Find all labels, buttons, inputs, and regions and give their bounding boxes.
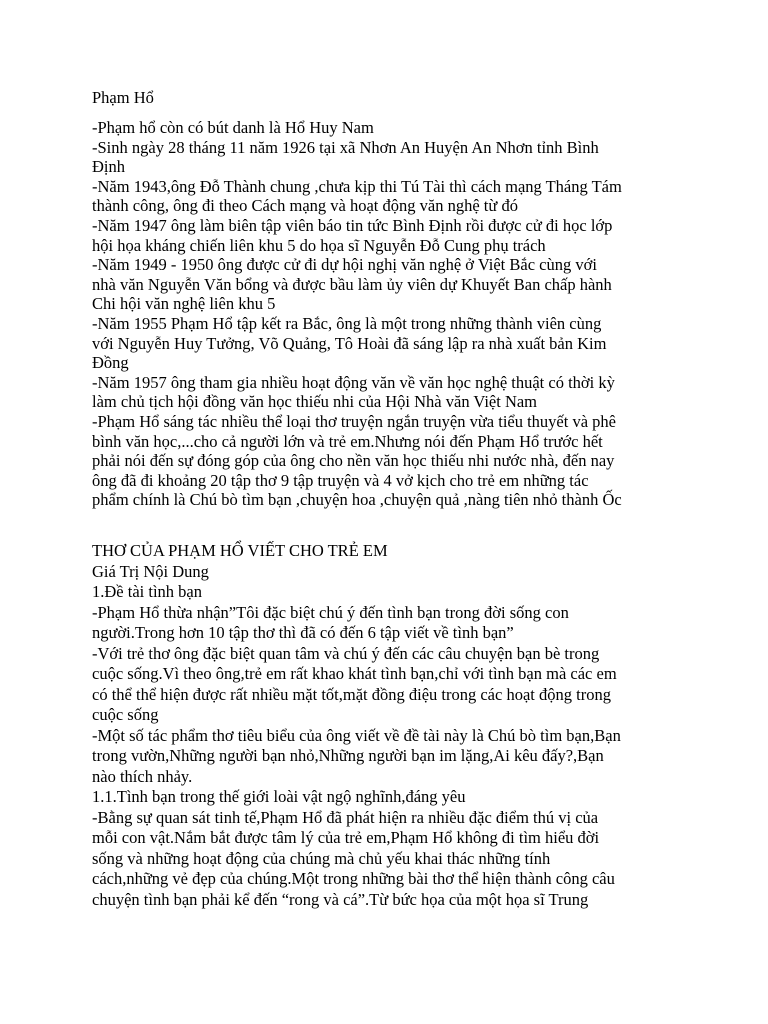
text-line: Chi hội văn nghệ liên khu 5	[92, 294, 276, 314]
text-line: cuộc sống	[92, 705, 159, 724]
text-line: bình văn học,...cho cả người lớn và trẻ em.Nhưng nói đến Phạm Hổ trước hết	[92, 431, 603, 451]
bio-paragraph	[92, 138, 692, 177]
text-line: ông đã đi khoảng 20 tập thơ 9 tập truyện và 4 vở kịch cho trẻ em những tác	[92, 470, 589, 490]
subsection-heading	[92, 562, 692, 583]
text-line: sống và những hoạt động của chúng mà chủ yếu khai thác những tính	[92, 848, 551, 868]
text-line: với Nguyễn Huy Tưởng, Võ Quảng, Tô Hoài đã sáng lập ra nhà xuất bản Kim	[92, 333, 607, 353]
text-line: Định	[92, 157, 125, 177]
text-line: -Năm 1943,ông Đỗ Thành chung ,chưa kịp thi Tú Tài thì cách mạng Tháng Tám	[92, 176, 622, 196]
text-line: -Năm 1957 ông tham gia nhiều hoạt động văn về văn học nghệ thuật có thời kỳ	[92, 372, 615, 392]
text-line: -Năm 1947 ông làm biên tập viên báo tin tức Bình Định rồi được cử đi học lớp	[92, 215, 613, 235]
poetry-paragraph	[92, 726, 692, 788]
text-line: THƠ CỦA PHẠM HỔ VIẾT CHO TRẺ EM	[92, 541, 388, 560]
text-line: cách,những vẻ đẹp của chúng.Một trong những bài thơ thể hiện thành công câu	[92, 869, 615, 888]
text-line: Giá Trị Nội Dung	[92, 561, 209, 581]
text-line: -Một số tác phẩm thơ tiêu biểu của ông viết về đề tài này là Chú bò tìm bạn,Bạn	[92, 725, 621, 745]
text-line: phải nói đến sự đóng góp của ông cho nền văn học thiếu nhi nước nhà, đến nay	[92, 451, 615, 471]
text-line: -Bằng sự quan sát tinh tế,Phạm Hổ đã phát hiện ra nhiều đặc điểm thú vị của	[92, 807, 599, 827]
bio-paragraph	[92, 177, 692, 216]
text-line: -Năm 1949 - 1950 ông được cử đi dự hội nghị văn nghệ ở Việt Bắc cùng với	[92, 255, 597, 275]
text-line: làm chủ tịch hội đồng văn học thiếu nhi của Hội Nhà văn Việt Nam	[92, 392, 538, 412]
text-line: phẩm chính là Chú bò tìm bạn ,chuyện hoa ,chuyện quả ,nàng tiên nhỏ thành Ốc	[92, 490, 622, 510]
text-line: 1.Đề tài tình bạn	[92, 582, 202, 601]
text-line: chuyện tình bạn phải kể đến “rong và cá”.Từ bức họa của một họa sĩ Trung	[92, 889, 589, 909]
text-line: -Với trẻ thơ ông đặc biệt quan tâm và chú ý đến các câu chuyện bạn bè trong	[92, 643, 600, 663]
document-title: Phạm Hổ	[92, 88, 154, 107]
bio-paragraph	[92, 216, 692, 255]
poetry-section	[92, 541, 692, 910]
text-line: -Phạm Hổ thừa nhận”Tôi đặc biệt chú ý đến tình bạn trong đời sống con	[92, 602, 569, 622]
text-line: -Năm 1955 Phạm Hổ tập kết ra Bắc, ông là một trong những thành viên cùng	[92, 313, 602, 333]
text-line: nào thích nhảy.	[92, 766, 193, 786]
bio-paragraph	[92, 255, 692, 314]
section-heading	[92, 541, 692, 562]
bio-paragraph	[92, 373, 692, 412]
biography-section	[92, 118, 692, 510]
text-line: -Phạm Hổ sáng tác nhiều thể loại thơ truyện ngắn truyện vừa tiểu thuyết và phê	[92, 411, 616, 431]
poetry-paragraph	[92, 644, 692, 726]
subsection-heading	[92, 787, 692, 808]
bio-paragraph	[92, 118, 692, 138]
bio-paragraph	[92, 314, 692, 373]
text-line: có thể thể hiện được rất nhiều mặt tốt,mặt đồng điệu trong các hoạt động trong	[92, 684, 611, 704]
text-line: -Sinh ngày 28 tháng 11 năm 1926 tại xã Nhơn An Huyện An Nhơn tỉnh Bình	[92, 137, 599, 157]
text-line: cuộc sống.Vì theo ông,trẻ em rất khao khát tình bạn,chỉ với tình bạn mà các em	[92, 664, 617, 683]
poetry-paragraph	[92, 808, 692, 911]
text-line: 1.1.Tình bạn trong thế giới loài vật ngộ nghĩnh,đáng yêu	[92, 787, 466, 806]
text-line: -Phạm hổ còn có bút danh là Hổ Huy Nam	[92, 118, 374, 137]
text-line: Đồng	[92, 353, 129, 373]
text-line: trong vườn,Những người bạn nhỏ,Những người bạn im lặng,Ai kêu đấy?,Bạn	[92, 746, 604, 765]
bio-paragraph	[92, 412, 692, 510]
poetry-paragraph	[92, 603, 692, 644]
text-line: nhà văn Nguyễn Văn bổng và được bầu làm ủy viên dự Khuyết Ban chấp hành	[92, 274, 612, 294]
text-line: thành công, ông đi theo Cách mạng và hoạt động văn nghệ từ đó	[92, 196, 518, 216]
text-line: người.Trong hơn 10 tập thơ thì đã có đến 6 tập viết về tình bạn”	[92, 623, 514, 642]
text-line: mỗi con vật.Nắm bắt được tâm lý của trẻ em,Phạm Hổ không đi tìm hiểu đời	[92, 828, 600, 847]
text-line: hội họa kháng chiến liên khu 5 do họa sĩ Nguyễn Đỗ Cung phụ trách	[92, 235, 546, 255]
subsection-heading	[92, 582, 692, 603]
